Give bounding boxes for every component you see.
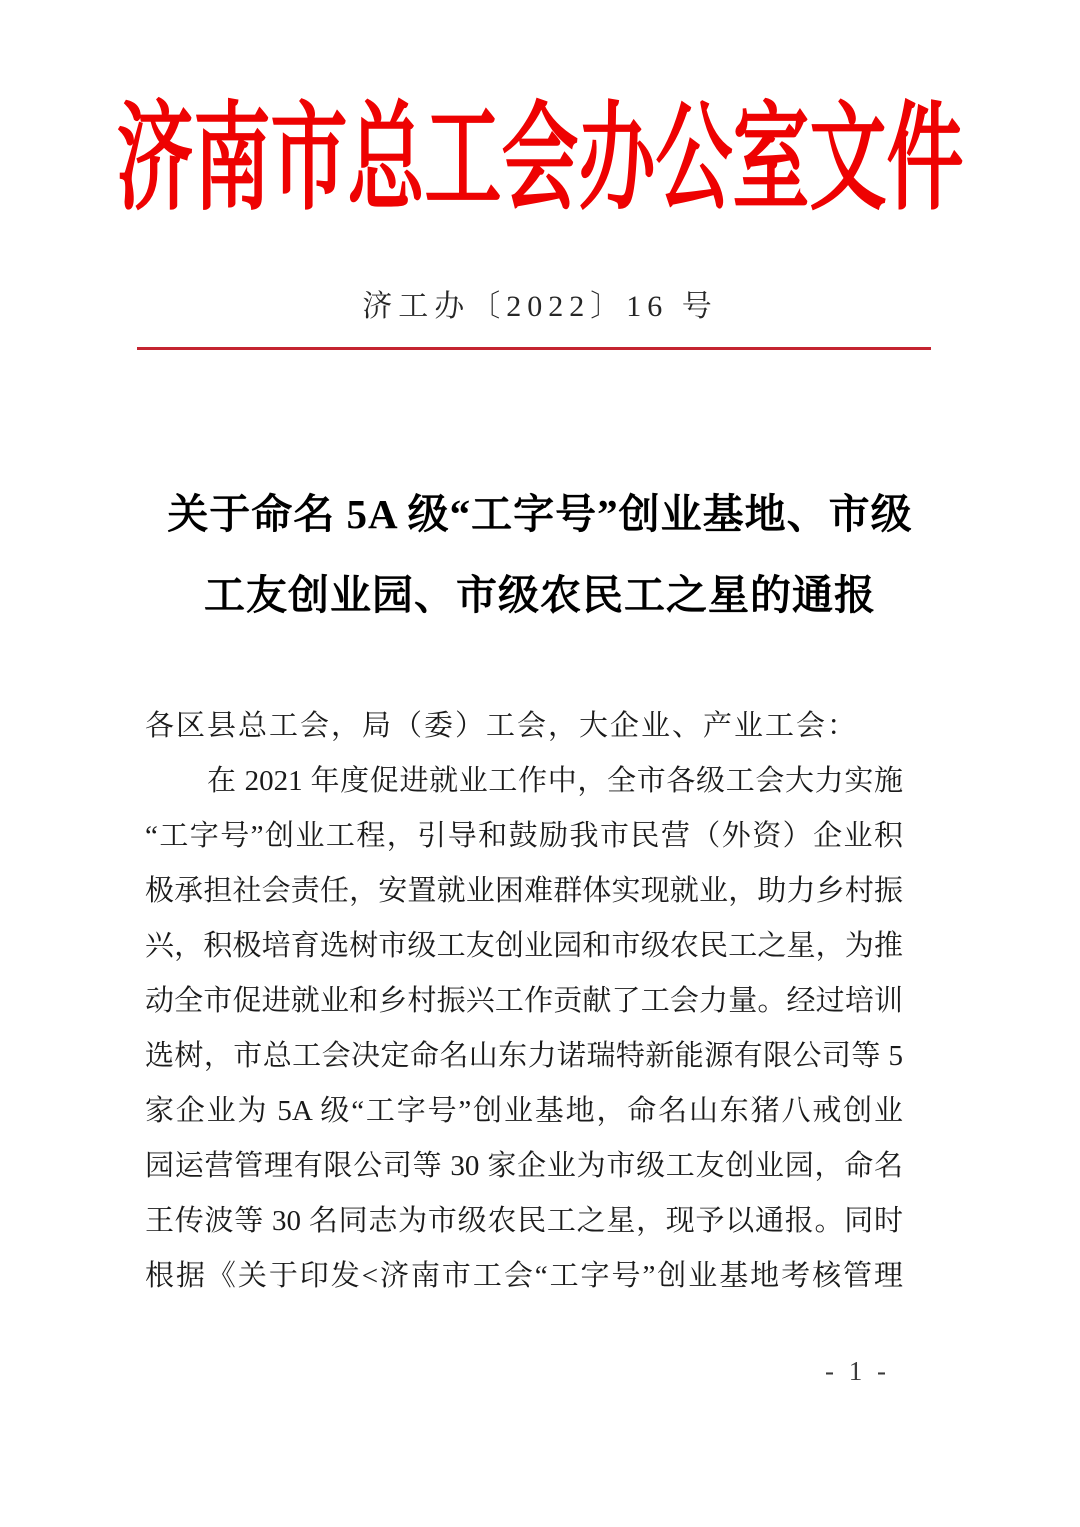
red-header-title: 济南市总工会办公室文件 <box>116 93 964 225</box>
body-line: 家企业为 5A 级“工字号”创业基地，命名山东猪八戒创业 <box>145 1095 903 1127</box>
body-line: 动全市促进就业和乡村振兴工作贡献了工会力量。经过培训 <box>145 985 903 1017</box>
salutation-line: 各区县总工会，局（委）工会，大企业、产业工会： <box>145 710 859 742</box>
page-number: - 1 - <box>825 1356 890 1386</box>
body-line: 园运营管理有限公司等 30 家企业为市级工友创业园，命名 <box>145 1150 903 1182</box>
document-title <box>90 474 990 636</box>
body-line: 兴，积极培育选树市级工友创业园和市级农民工之星，为推 <box>145 930 903 962</box>
document-title-line2: 工友创业园、市级农民工之星的通报 <box>204 572 876 618</box>
doc-number: 济工办〔2022〕16 号 <box>362 290 718 323</box>
body-text <box>145 699 903 1304</box>
document-title-line1: 关于命名 5A 级“工字号”创业基地、市级 <box>167 491 913 537</box>
body-line: 王传波等 30 名同志为市级农民工之星，现予以通报。同时 <box>145 1205 903 1237</box>
red-divider-line <box>137 347 931 350</box>
body-line: 在 2021 年度促进就业工作中，全市各级工会大力实施 <box>207 765 903 797</box>
body-line: “工字号”创业工程，引导和鼓励我市民营（外资）企业积 <box>145 820 903 852</box>
body-line: 选树，市总工会决定命名山东力诺瑞特新能源有限公司等 5 <box>145 1040 903 1072</box>
body-line: 根据《关于印发<济南市工会“工字号”创业基地考核管理 <box>145 1260 903 1292</box>
body-line: 极承担社会责任，安置就业困难群体实现就业，助力乡村振 <box>145 875 903 907</box>
